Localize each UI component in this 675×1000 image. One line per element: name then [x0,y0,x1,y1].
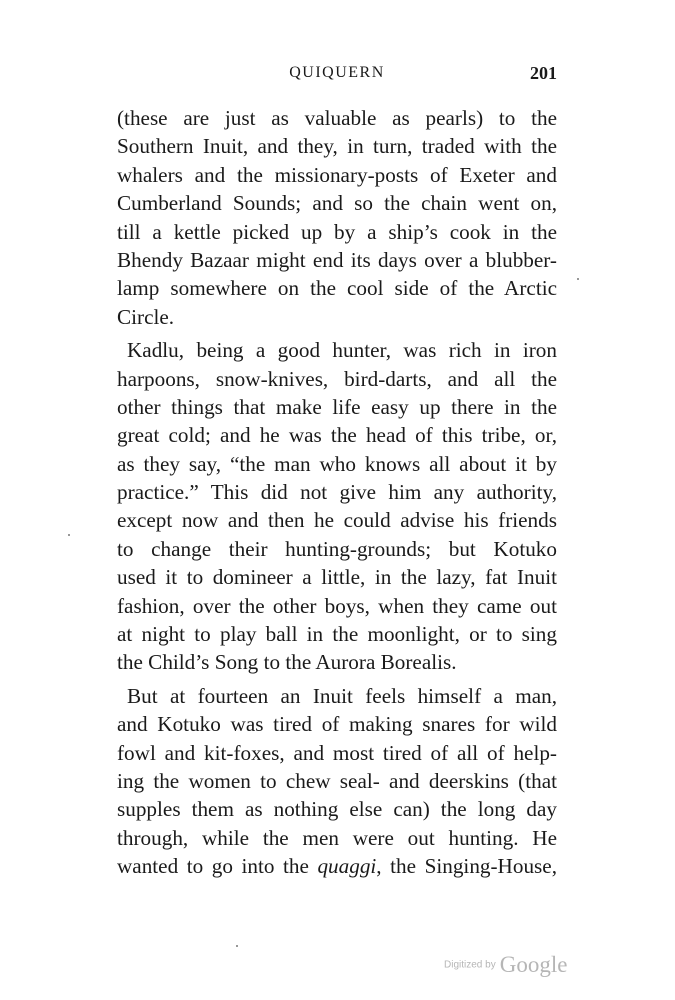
scan-speck [577,278,579,280]
text-line-final [117,852,557,880]
text-line: at night to play ball in the moonlight, or to sing [117,622,557,647]
text-line: other things that make life easy up there in the [117,394,557,419]
text-line: till a kettle picked up by a ship’s cook in the [117,219,557,244]
paragraph-3 [117,682,557,881]
paragraph-1 [117,104,557,331]
text-line: Kadlu, being a good hunter, was rich in iron [127,338,557,363]
digitized-watermark [444,952,567,978]
text-line: whalers and the missionary-posts of Exeter and [117,162,557,187]
text-line: fowl and kit-foxes, and most tired of all of help- [117,740,557,765]
text-line: except now and then he could advise his friends [117,508,557,533]
watermark-small-text: Digitized by [444,959,496,971]
text-line: fashion, over the other boys, when they came out [117,593,557,618]
text-line: (these are just as valuable as pearls) to the [117,106,557,130]
text-run: wanted to go into the [117,854,318,879]
text-line: ing the women to chew seal- and deerskins (that [117,768,557,793]
italic-word: quaggi [317,854,377,879]
text-line: as they say, “the man who knows all about it by [117,451,557,476]
text-line: Circle. [117,304,175,329]
text-line: practice.” This did not give him any authority, [117,480,557,505]
text-line: Cumberland Sounds; and so the chain went on, [117,191,557,216]
page-number: 201 [530,63,557,83]
text-line: through, while the men were out hunting. He [117,825,557,850]
paragraph-2 [117,336,557,677]
text-line: Southern Inuit, and they, in turn, traded with the [117,134,557,159]
text-run: , the Singing-House, [376,854,557,879]
text-line: great cold; and he was the head of this tribe, or, [117,423,557,448]
running-head: QUIQUERN [289,64,385,81]
scan-speck [236,945,238,947]
text-line: the Child’s Song to the Aurora Borealis. [117,650,457,675]
text-line: lamp somewhere on the cool side of the Arctic [117,276,557,301]
scan-speck [68,534,70,536]
text-line: used it to domineer a little, in the lazy, fat Inuit [117,565,557,590]
page-header [117,62,557,86]
text-line: supples them as nothing else can) the long day [117,797,557,822]
text-line: But at fourteen an Inuit feels himself a man, [127,683,557,708]
text-line: and Kotuko was tired of making snares for wild [117,712,557,737]
text-line: Bhendy Bazaar might end its days over a blubber- [117,247,557,272]
text-line: harpoons, snow-knives, bird-darts, and all the [117,366,557,391]
google-wordmark: Google [499,952,568,977]
text-line: to change their hunting-grounds; but Kotuko [117,536,557,561]
body-text [117,104,557,881]
